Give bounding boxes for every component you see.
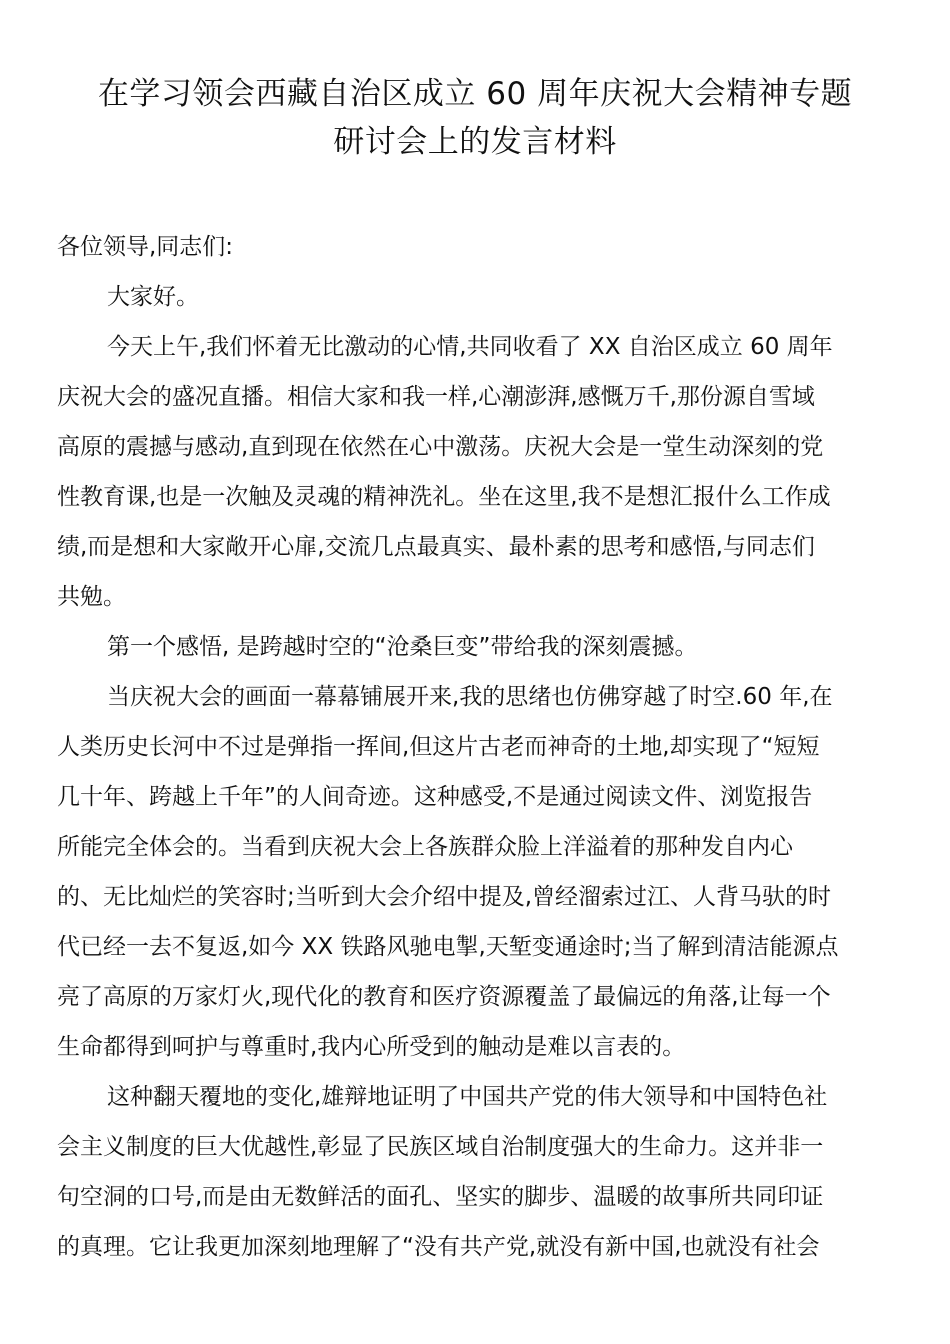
paragraph-line: 高原的震撼与感动,直到现在依然在心中激荡。庆祝大会是一堂生动深刻的党 bbox=[57, 434, 824, 460]
paragraph-line: 生命都得到呵护与尊重时,我内心所受到的触动是难以言表的。 bbox=[57, 1034, 686, 1060]
paragraph-line: 当庆祝大会的画面一幕幕铺展开来,我的思绪也仿佛穿越了时空.60 年,在 bbox=[107, 684, 833, 710]
paragraph-line: 句空洞的口号,而是由无数鲜活的面孔、坚实的脚步、温暖的故事所共同印证 bbox=[57, 1184, 824, 1210]
paragraph-line: 所能完全体会的。当看到庆祝大会上各族群众脸上洋溢着的那种发自内心 bbox=[57, 834, 793, 860]
paragraph-line: 的、无比灿烂的笑容时;当听到大会介绍中提及,曾经溜索过江、人背马驮的时 bbox=[57, 884, 832, 910]
paragraph-line: 亮了高原的万家灯火,现代化的教育和医疗资源覆盖了最偏远的角落,让每一个 bbox=[57, 984, 831, 1010]
document-title bbox=[57, 70, 893, 166]
paragraph-line: 的真理。它让我更加深刻地理解了“没有共产党,就没有新中国,也就没有社会 bbox=[57, 1234, 820, 1260]
title-line: 研讨会上的发言材料 bbox=[333, 124, 617, 160]
paragraph-line: 庆祝大会的盛况直播。相信大家和我一样,心潮澎湃,感慨万千,那份源自雪域 bbox=[57, 384, 815, 410]
paragraph-line: 人类历史长河中不过是弹指一挥间,但这片古老而神奇的土地,却实现了“短短 bbox=[57, 734, 820, 760]
paragraph-line: 第一个感悟, 是跨越时空的“沧桑巨变”带给我的深刻震撼。 bbox=[107, 634, 698, 660]
paragraph-proof bbox=[57, 1072, 893, 1272]
paragraph-line: 这种翻天覆地的变化,雄辩地证明了中国共产党的伟大领导和中国特色社 bbox=[107, 1084, 828, 1110]
paragraph-line: 几十年、跨越上千年”的人间奇迹。这种感受,不是通过阅读文件、浏览报告 bbox=[57, 784, 813, 810]
section-heading-first-insight bbox=[57, 622, 893, 672]
title-line: 在学习领会西藏自治区成立 60 周年庆祝大会精神专题 bbox=[97, 76, 853, 112]
paragraph-line: 大家好。 bbox=[107, 284, 199, 310]
paragraph-line: 会主义制度的巨大优越性,彰显了民族区域自治制度强大的生命力。这并非一 bbox=[57, 1134, 824, 1160]
paragraph-intro bbox=[57, 322, 893, 622]
salutation: 各位领导,同志们: bbox=[57, 234, 234, 260]
paragraph-line: 今天上午,我们怀着无比激动的心情,共同收看了 XX 自治区成立 60 周年 bbox=[107, 334, 833, 360]
paragraph-changes bbox=[57, 672, 893, 1072]
paragraph-line: 性教育课,也是一次触及灵魂的精神洗礼。坐在这里,我不是想汇报什么工作成 bbox=[57, 484, 831, 510]
paragraph-line: 绩,而是想和大家敞开心扉,交流几点最真实、最朴素的思考和感悟,与同志们 bbox=[57, 534, 815, 560]
paragraph-greeting bbox=[57, 272, 893, 322]
paragraph-line: 共勉。 bbox=[57, 584, 126, 610]
paragraph-line: 代已经一去不复返,如今 XX 铁路风驰电掣,天堑变通途时;当了解到清洁能源点 bbox=[57, 934, 839, 960]
